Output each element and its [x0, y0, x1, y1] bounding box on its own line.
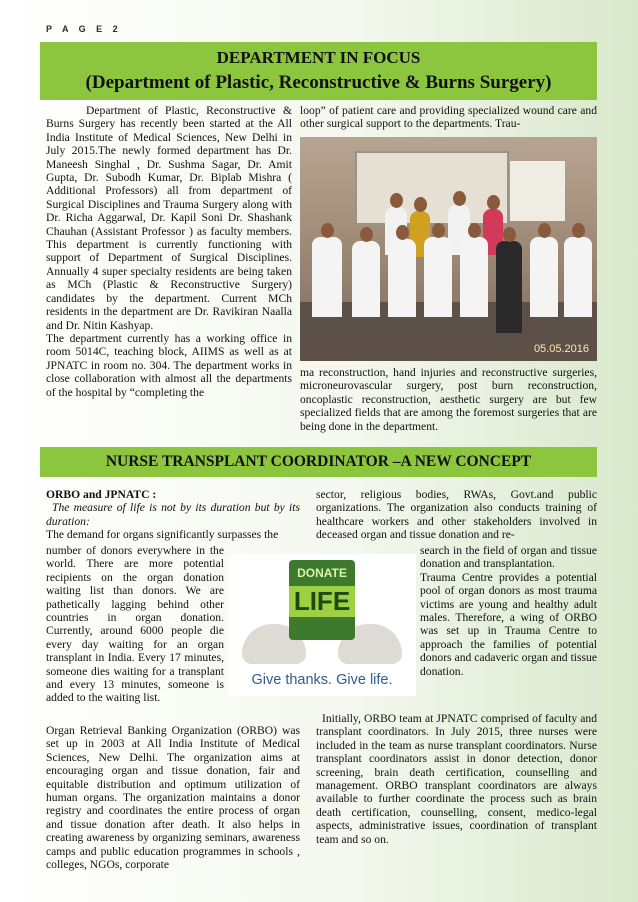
person — [530, 237, 558, 317]
nurse-right-paragraph-narrow-2: Trauma Centre provides a potential pool of organ donors as most trauma victims are young and healthy adult males. Therefore, a wing of ORBO was set up in Trauma Centre to approach the families of potential donors and cadaveric organ and tissue donation. — [420, 570, 597, 678]
person — [424, 237, 452, 317]
nurse-left-narrow-text — [46, 544, 224, 705]
nurse-left-top-text — [46, 488, 300, 542]
nurse-right-paragraph-bottom: Initially, ORBO team at JPNATC comprised of faculty and transplant coordinators. In July 2015, three nurses were included in the team as nurse transplant coordinators. Nurse transplant coordinators assist in donor detection, donor screening, brain death certification, counselling and management. ORBO transplant coordinators are always available to further coordinate the process such as brain death certification, counselling, consent, medico-legal aspects, administrative issues, coordination of transplant team and so on. — [316, 712, 597, 846]
quote: The measure of life is not by its duration but by its duration: — [46, 501, 300, 528]
section-subheading: (Department of Plastic, Reconstructive & Burns Surgery) — [85, 72, 552, 93]
department-paragraph-2: The department currently has a working office in room 5014C, teaching block, AIIMS as well as at JPNATC in room no. 304. The department works in close collaboration with almost all the departments of the hospital by “completing the — [46, 331, 292, 399]
person — [388, 239, 416, 317]
nurse-left-paragraph-narrow: number of donors everywhere in the world. There are more potential recipients on the organ donation waiting list than donors. We are pathetically lagging behind other countries in organ donation. Currently, around 6000 people die every day waiting for an organ transplant in India. Every 17 minutes, someone dies waiting for a transplant and every 13 minutes, someone is added to the waiting list. — [46, 544, 224, 705]
nurse-right-paragraph-narrow: search in the field of organ and tissue donation and transplantation. — [420, 544, 597, 571]
person — [312, 237, 342, 317]
photo-date-stamp: 05.05.2016 — [533, 343, 589, 355]
donate-life-logo — [228, 554, 416, 696]
department-right-top-text — [300, 104, 597, 131]
nurse-right-narrow-text — [420, 544, 597, 678]
department-group-photo — [300, 137, 597, 361]
nurse-right-paragraph-top: sector, religious bodies, RWAs, Govt.and public organizations. The organization also conducts training of healthcare workers and other stakeholders involved in deceased organ and tissue donation and re- — [316, 488, 597, 542]
department-right-bottom-paragraph: ma reconstruction, hand injuries and reconstructive surgeries, microneurovascular surgery, post burn reconstruction, oncoplastic reconstruction, aesthetic surgery are but few specialized fields that are among the foremost surgeries that are being done in the department. — [300, 366, 597, 433]
department-right-top-paragraph: loop” of patient care and providing specialized wound care and other surgical support to the departments. Trau- — [300, 104, 597, 131]
department-left-column — [46, 104, 292, 399]
logo-donate-text: DONATE — [297, 566, 347, 580]
page-number: P A G E 2 — [46, 24, 122, 34]
person — [460, 237, 488, 317]
department-right-bottom-text — [300, 366, 597, 433]
nurse-right-bottom-text — [316, 712, 597, 846]
person — [352, 241, 380, 317]
department-paragraph-1: Department of Plastic, Reconstructive & Burns Surgery has recently been started at the All India Institute of Medical Sciences, New Delhi in July 2015.The newly formed department has Dr. Maneesh Singhal , Dr. Sushma Sagar, Dr. Amit Gupta, Dr. Subodh Kumar, Dr. Biplab Mishra ( Additional Professors) all from department of Surgical Disciplines and Trauma Surgery along with Dr. Richa Aggarwal, Dr. Kapil Soni Dr. Shashank Chauhan (Assistant Professor ) as faculty members. This department is currently functioning with support of Department of Surgical Disciplines. Annually 4 super specialty residents are being taken as MCh (Plastic & Reconstructive Surgery) candidates by the department. Current MCh residents in the department are Dr. Ravikiran Naalla and Dr. Nitin Kashyap. — [46, 104, 292, 332]
nurse-right-top-text — [316, 488, 597, 542]
section-heading: DEPARTMENT IN FOCUS — [216, 48, 421, 67]
person — [496, 241, 522, 333]
nurse-left-bottom-text — [46, 724, 300, 871]
section-banner-nurse-transplant — [40, 447, 597, 477]
nurse-left-paragraph-bottom: Organ Retrieval Banking Organization (ORBO) was set up in 2003 at All India Institute of Medical Sciences, New Delhi. The organization aims at encouraging organ and tissue donation, fair and equitable distribution and optimum utilization of human organs. The organization maintains a donor registry and coordinates the entire process of organ and tissue donation after death. It also helps in creating awareness by organizing seminars, awareness camps and public education programmes in schools , colleges, NGOs, corporate — [46, 724, 300, 872]
logo-tagline: Give thanks. Give life. — [251, 672, 393, 688]
person — [564, 237, 592, 317]
donate-life-badge — [289, 560, 355, 640]
projector-screen — [510, 161, 565, 221]
section-heading-2: NURSE TRANSPLANT COORDINATOR –A NEW CONCEPT — [105, 453, 532, 470]
nurse-left-paragraph-top: The demand for organs significantly surpasses the — [46, 528, 279, 542]
section-banner-department — [40, 42, 597, 100]
logo-life-text: LIFE — [289, 586, 355, 617]
orbo-subtitle: ORBO and JPNATC : — [46, 488, 157, 501]
